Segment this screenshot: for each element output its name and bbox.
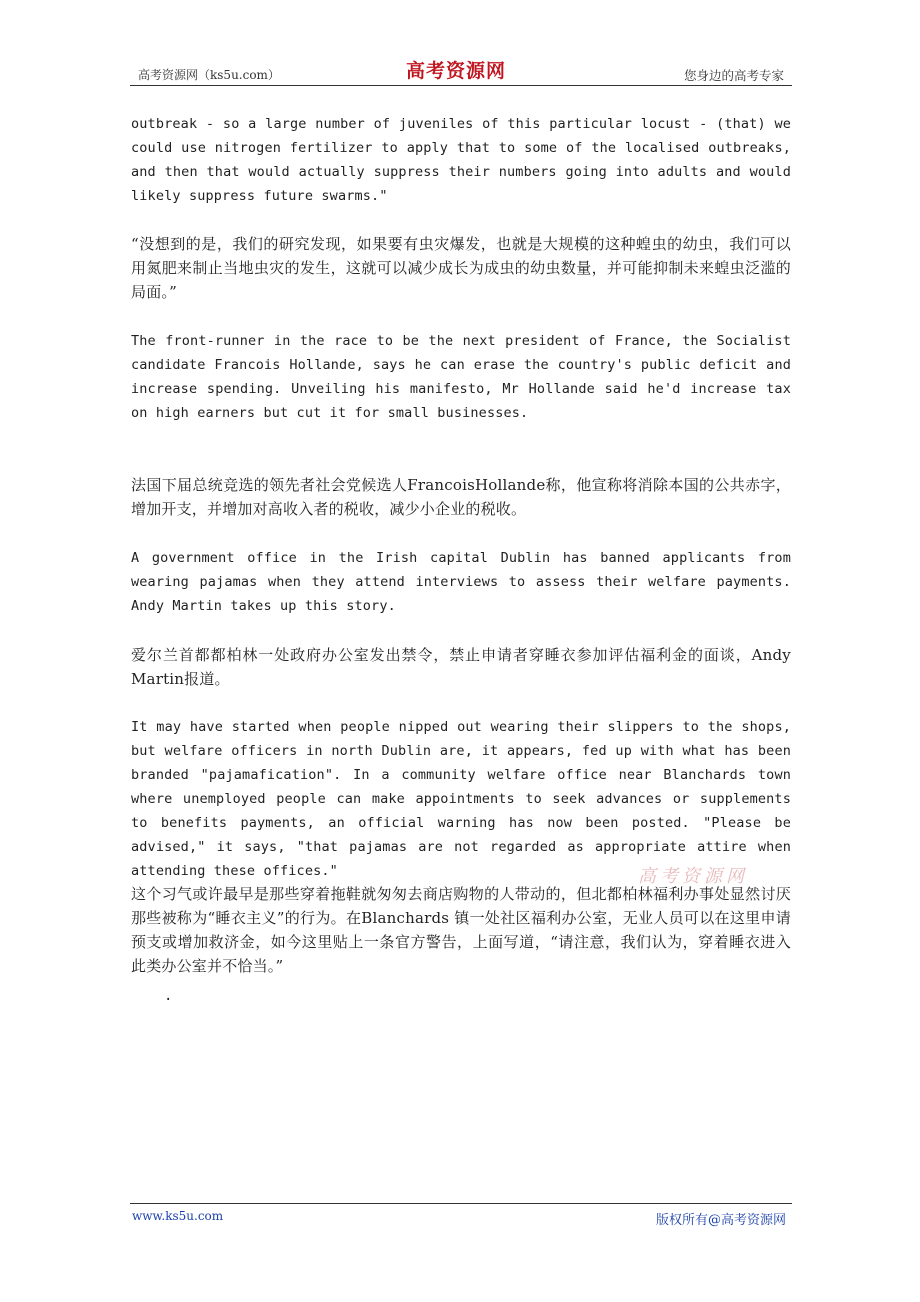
watermark-stamp: 高考资源网	[638, 866, 748, 887]
paragraph-english-1: outbreak - so a large number of juveniles of this particular locust - (that) we could use nitrogen fertilizer to apply that to some of the localised outbreaks, and then that would actually suppress their numbers going into adults and would likely suppress future swarms."	[131, 116, 791, 204]
page-footer	[130, 1203, 792, 1229]
paragraph-english-4: It may have started when people nipped out wearing their slippers to the shops, but welfare officers in north Dublin are, it appears, fed up with what has been branded "pajamafication". In a community welfare office near Blanchards town where unemployed people can make appointments to seek advances or supplements to benefits payments, an official warning has now been posted. "Please be advised," it says, "that pajamas are not regarded as appropriate attire when attending these offices."	[131, 719, 791, 879]
paragraph-chinese-1: “没想到的是，我们的研究发现，如果要有虫灾爆发，也就是大规模的这种蝗虫的幼虫，我们可以用氮肥来制止当地虫灾的发生，这就可以减少成长为成虫的幼虫数量，并可能抑制未来蝗虫泛滥的局面。”	[131, 235, 791, 301]
paragraph-english-3: A government office in the Irish capital Dublin has banned applicants from wearing pajamas when they attend interviews to assess their welfare payments. Andy Martin takes up this story.	[131, 550, 791, 614]
stray-mark: .	[164, 988, 173, 1004]
paragraph-chinese-4: 这个习气或许最早是那些穿着拖鞋就匆匆去商店购物的人带动的，但北都柏林福利办事处显然讨厌那些被称为“睡衣主义”的行为。在Blanchards 镇一处社区福利办公室，无业人员可以在这里申请预支或增加救济金，如今这里贴上一条官方警告，上面写道，“请注意，我们认为，穿着睡衣进入此类办公室并不恰当。”	[131, 885, 791, 975]
page-header	[130, 56, 792, 86]
footer-site-link[interactable]: www.ks5u.com	[132, 1209, 224, 1223]
header-site-name: 高考资源网（ks5u.com）	[138, 68, 280, 82]
header-slogan: 您身边的高考专家	[683, 68, 784, 83]
paragraph-english-2: The front-runner in the race to be the next president of France, the Socialist candidate Francois Hollande, says he can erase the country's public deficit and increase spending. Unveiling his manifesto, Mr Hollande said he'd increase tax on high earners but cut it for small businesses.	[131, 333, 791, 421]
footer-copyright: 版权所有@高考资源网	[655, 1213, 786, 1228]
header-divider	[130, 85, 792, 86]
header-logo: 高考资源网	[406, 60, 507, 82]
paragraph-chinese-3: 爱尔兰首都都柏林一处政府办公室发出禁令，禁止申请者穿睡衣参加评估福利金的面谈，Andy Martin报道。	[131, 646, 791, 688]
paragraph-chinese-2: 法国下届总统竞选的领先者社会党候选人FrancoisHollande称，他宣称将消除本国的公共赤字，增加开支，并增加对高收入者的税收，减少小企业的税收。	[131, 476, 791, 518]
footer-divider	[130, 1203, 792, 1204]
